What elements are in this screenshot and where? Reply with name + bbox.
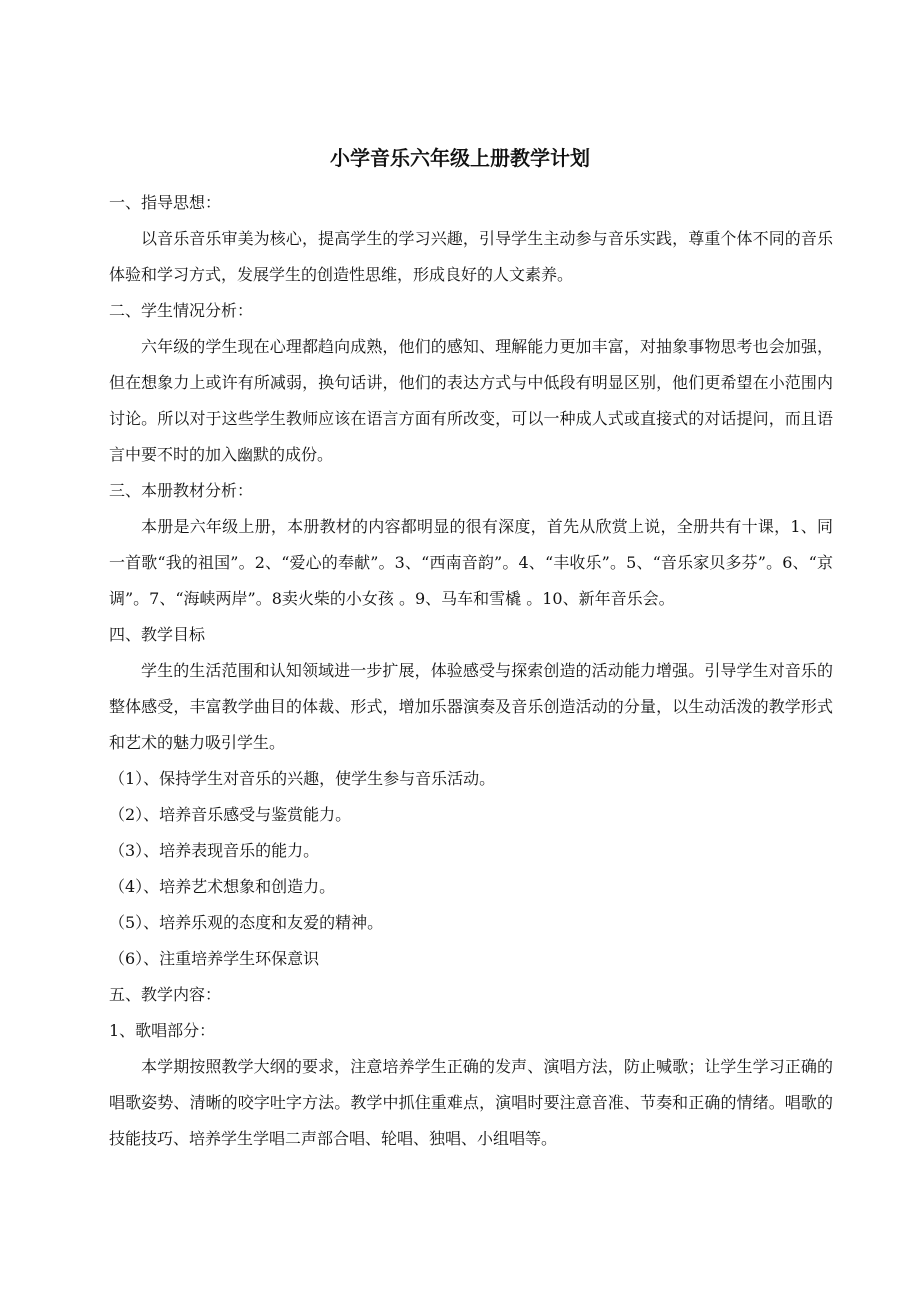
- paragraph-guiding-thought: 以音乐音乐审美为核心，提高学生的学习兴趣，引导学生主动参与音乐实践，尊重个体不同的音乐体验和学习方式，发展学生的创造性思维，形成良好的人文素养。: [109, 229, 833, 284]
- goal-item-5: （5）、培养乐观的态度和友爱的精神。: [109, 913, 384, 932]
- section-heading-student-analysis: 二、学生情况分析：: [109, 301, 254, 320]
- section-heading-textbook-analysis: 三、本册教材分析：: [109, 481, 254, 500]
- paragraph-student-analysis: 六年级的学生现在心理都趋向成熟，他们的感知、理解能力更加丰富，对抽象事物思考也会加强，但在想象力上或许有所减弱，换句话讲，他们的表达方式与中低段有明显区别，他们更希望在小范围内讨论。所以对于这些学生教师应该在语言方面有所改变，可以一种成人式或直接式的对话提问，而且语言中要不时的加入幽默的成份。: [109, 337, 833, 464]
- section-heading-teaching-goals: 四、教学目标: [109, 625, 206, 644]
- subsection-heading-singing: 1、歌唱部分：: [109, 1021, 216, 1040]
- goal-item-6: （6）、注重培养学生环保意识: [109, 949, 320, 968]
- goal-item-3: （3）、培养表现音乐的能力。: [109, 841, 320, 860]
- paragraph-teaching-goals: 学生的生活范围和认知领域进一步扩展，体验感受与探索创造的活动能力增强。引导学生对音乐的整体感受，丰富教学曲目的体裁、形式，增加乐器演奏及音乐创造活动的分量，以生动活泼的教学形式和艺术的魅力吸引学生。: [109, 661, 833, 752]
- section-heading-teaching-content: 五、教学内容：: [109, 985, 222, 1004]
- goal-item-1: （1）、保持学生对音乐的兴趣，使学生参与音乐活动。: [109, 769, 496, 788]
- goal-item-2: （2）、培养音乐感受与鉴赏能力。: [109, 805, 352, 824]
- section-heading-guiding-thought: 一、指导思想：: [109, 193, 222, 212]
- paragraph-singing: 本学期按照教学大纲的要求，注意培养学生正确的发声、演唱方法，防止喊歌；让学生学习正确的唱歌姿势、清晰的咬字吐字方法。教学中抓住重难点，演唱时要注意音准、节奏和正确的情绪。唱歌的技能技巧、培养学生学唱二声部合唱、轮唱、独唱、小组唱等。: [109, 1057, 833, 1148]
- document-body: [109, 185, 833, 1157]
- paragraph-textbook-analysis: 本册是六年级上册，本册教材的内容都明显的很有深度，首先从欣赏上说，全册共有十课，1、同一首歌“我的祖国”。2、“爱心的奉献”。3、“西南音韵”。4、“丰收乐”。5、“音乐家贝多芬”。6、“京调”。7、“海峡两岸”。8卖火柴的小女孩 。9、马车和雪橇 。10、新年音乐会。: [109, 517, 833, 608]
- goal-item-4: （4）、培养艺术想象和创造力。: [109, 877, 336, 896]
- document-title: 小学音乐六年级上册教学计划: [330, 146, 590, 170]
